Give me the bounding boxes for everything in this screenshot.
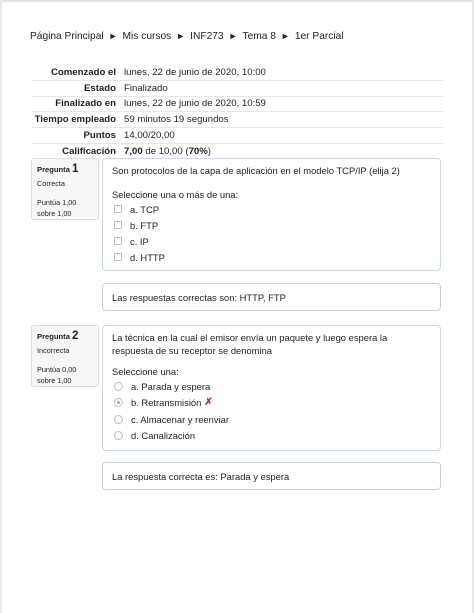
option-label: d. HTTP [130,251,165,263]
option-b[interactable] [114,218,158,232]
page-left-border [0,0,2,613]
breadcrumb-my-courses-link[interactable]: Mis cursos [122,31,172,42]
summary-value: 59 minutos 19 segundos [124,114,229,126]
summary-label: Puntos [83,130,116,142]
summary-label: Estado [84,82,116,94]
radio-button[interactable] [114,382,123,391]
grade-percent: 70% [188,145,208,157]
breadcrumb-course-link[interactable]: INF273 [190,31,224,42]
breadcrumb [30,31,344,42]
summary-label: Finalizado en [55,98,116,110]
option-label: d. Canalización [131,429,196,441]
checkbox[interactable] [114,221,122,229]
summary-value: lunes, 22 de junio de 2020, 10:59 [124,98,266,110]
question-number [37,164,93,175]
summary-label: Tiempo empleado [34,114,116,126]
breadcrumb-topic-link[interactable]: Tema 8 [242,31,276,42]
question-text: Son protocolos de la capa de aplicación en el modelo TCP/IP (elija 2) [112,165,400,176]
summary-grade-value [124,146,443,157]
option-a[interactable] [114,202,159,216]
grade-score: 7,00 [124,145,143,157]
summary-row-time-taken [31,111,443,127]
option-label: b. FTP [130,219,159,231]
summary-label: Calificación [62,145,116,157]
radio-button[interactable] [114,415,123,424]
question-number-value: 2 [72,330,79,342]
option-c[interactable] [114,234,149,248]
summary-row-started [31,65,443,80]
breadcrumb-separator-icon: ► [280,31,290,41]
checkbox[interactable] [114,237,122,245]
question-2-info [31,325,99,387]
option-c[interactable] [114,412,229,426]
question-2-content [102,325,441,451]
grade-out-of: de 10,00 ( [142,145,189,157]
grade-close-paren: ) [207,145,211,157]
question-label: Pregunta [37,332,70,341]
attempt-summary-table [31,65,443,159]
question-number [37,331,93,342]
summary-value: Finalizado [124,82,168,94]
question-grade: Puntúa 0,00 sobre 1,00 [37,365,77,385]
question-2-feedback [102,462,441,490]
option-d[interactable] [114,250,165,264]
question-number-value: 1 [72,163,79,175]
checkbox[interactable] [114,205,122,213]
option-a[interactable] [114,379,210,393]
question-grade: Puntúa 1,00 sobre 1,00 [37,198,77,218]
option-b[interactable] [114,395,213,409]
question-1-info [31,158,99,220]
summary-row-marks [31,127,443,143]
question-label: Pregunta [37,165,70,174]
option-d[interactable] [114,428,195,442]
page-top-border [0,0,474,2]
incorrect-x-icon: ✗ [204,396,213,408]
summary-row-finished [31,96,443,112]
summary-label: Comenzado el [50,66,116,78]
question-1-feedback [102,283,441,311]
radio-button-selected[interactable] [114,398,123,407]
option-label: a. Parada y espera [131,380,211,392]
option-label: a. TCP [130,203,160,215]
breadcrumb-separator-icon: ► [108,31,118,41]
question-text: La técnica en la cual el emisor envía un paquete y luego espera la respuesta de su receptor se denomina [112,332,388,356]
breadcrumb-separator-icon: ► [176,31,186,41]
summary-row-grade [31,143,443,159]
summary-value: 14,00/20,00 [124,130,175,142]
summary-value: lunes, 22 de junio de 2020, 10:00 [124,66,266,78]
option-label: b. Retransmisión [131,396,202,408]
question-state: Correcta [37,179,65,188]
option-label: c. IP [130,235,149,247]
breadcrumb-separator-icon: ► [228,31,238,41]
radio-button[interactable] [114,431,123,440]
feedback-text: La respuesta correcta es: Parada y espera [112,471,290,482]
feedback-text: Las respuestas correctas son: HTTP, FTP [112,292,286,303]
answer-prompt: Seleccione una: [112,366,179,377]
breadcrumb-home-link[interactable]: Página Principal [30,31,104,42]
option-label: c. Almacenar y reenviar [131,413,229,425]
summary-row-state [31,80,443,96]
answer-prompt: Seleccione una o más de una: [112,189,239,200]
question-1-content [102,158,441,271]
checkbox[interactable] [114,253,122,261]
question-state: Incorrecta [37,346,70,355]
breadcrumb-quiz-link[interactable]: 1er Parcial [294,31,344,42]
